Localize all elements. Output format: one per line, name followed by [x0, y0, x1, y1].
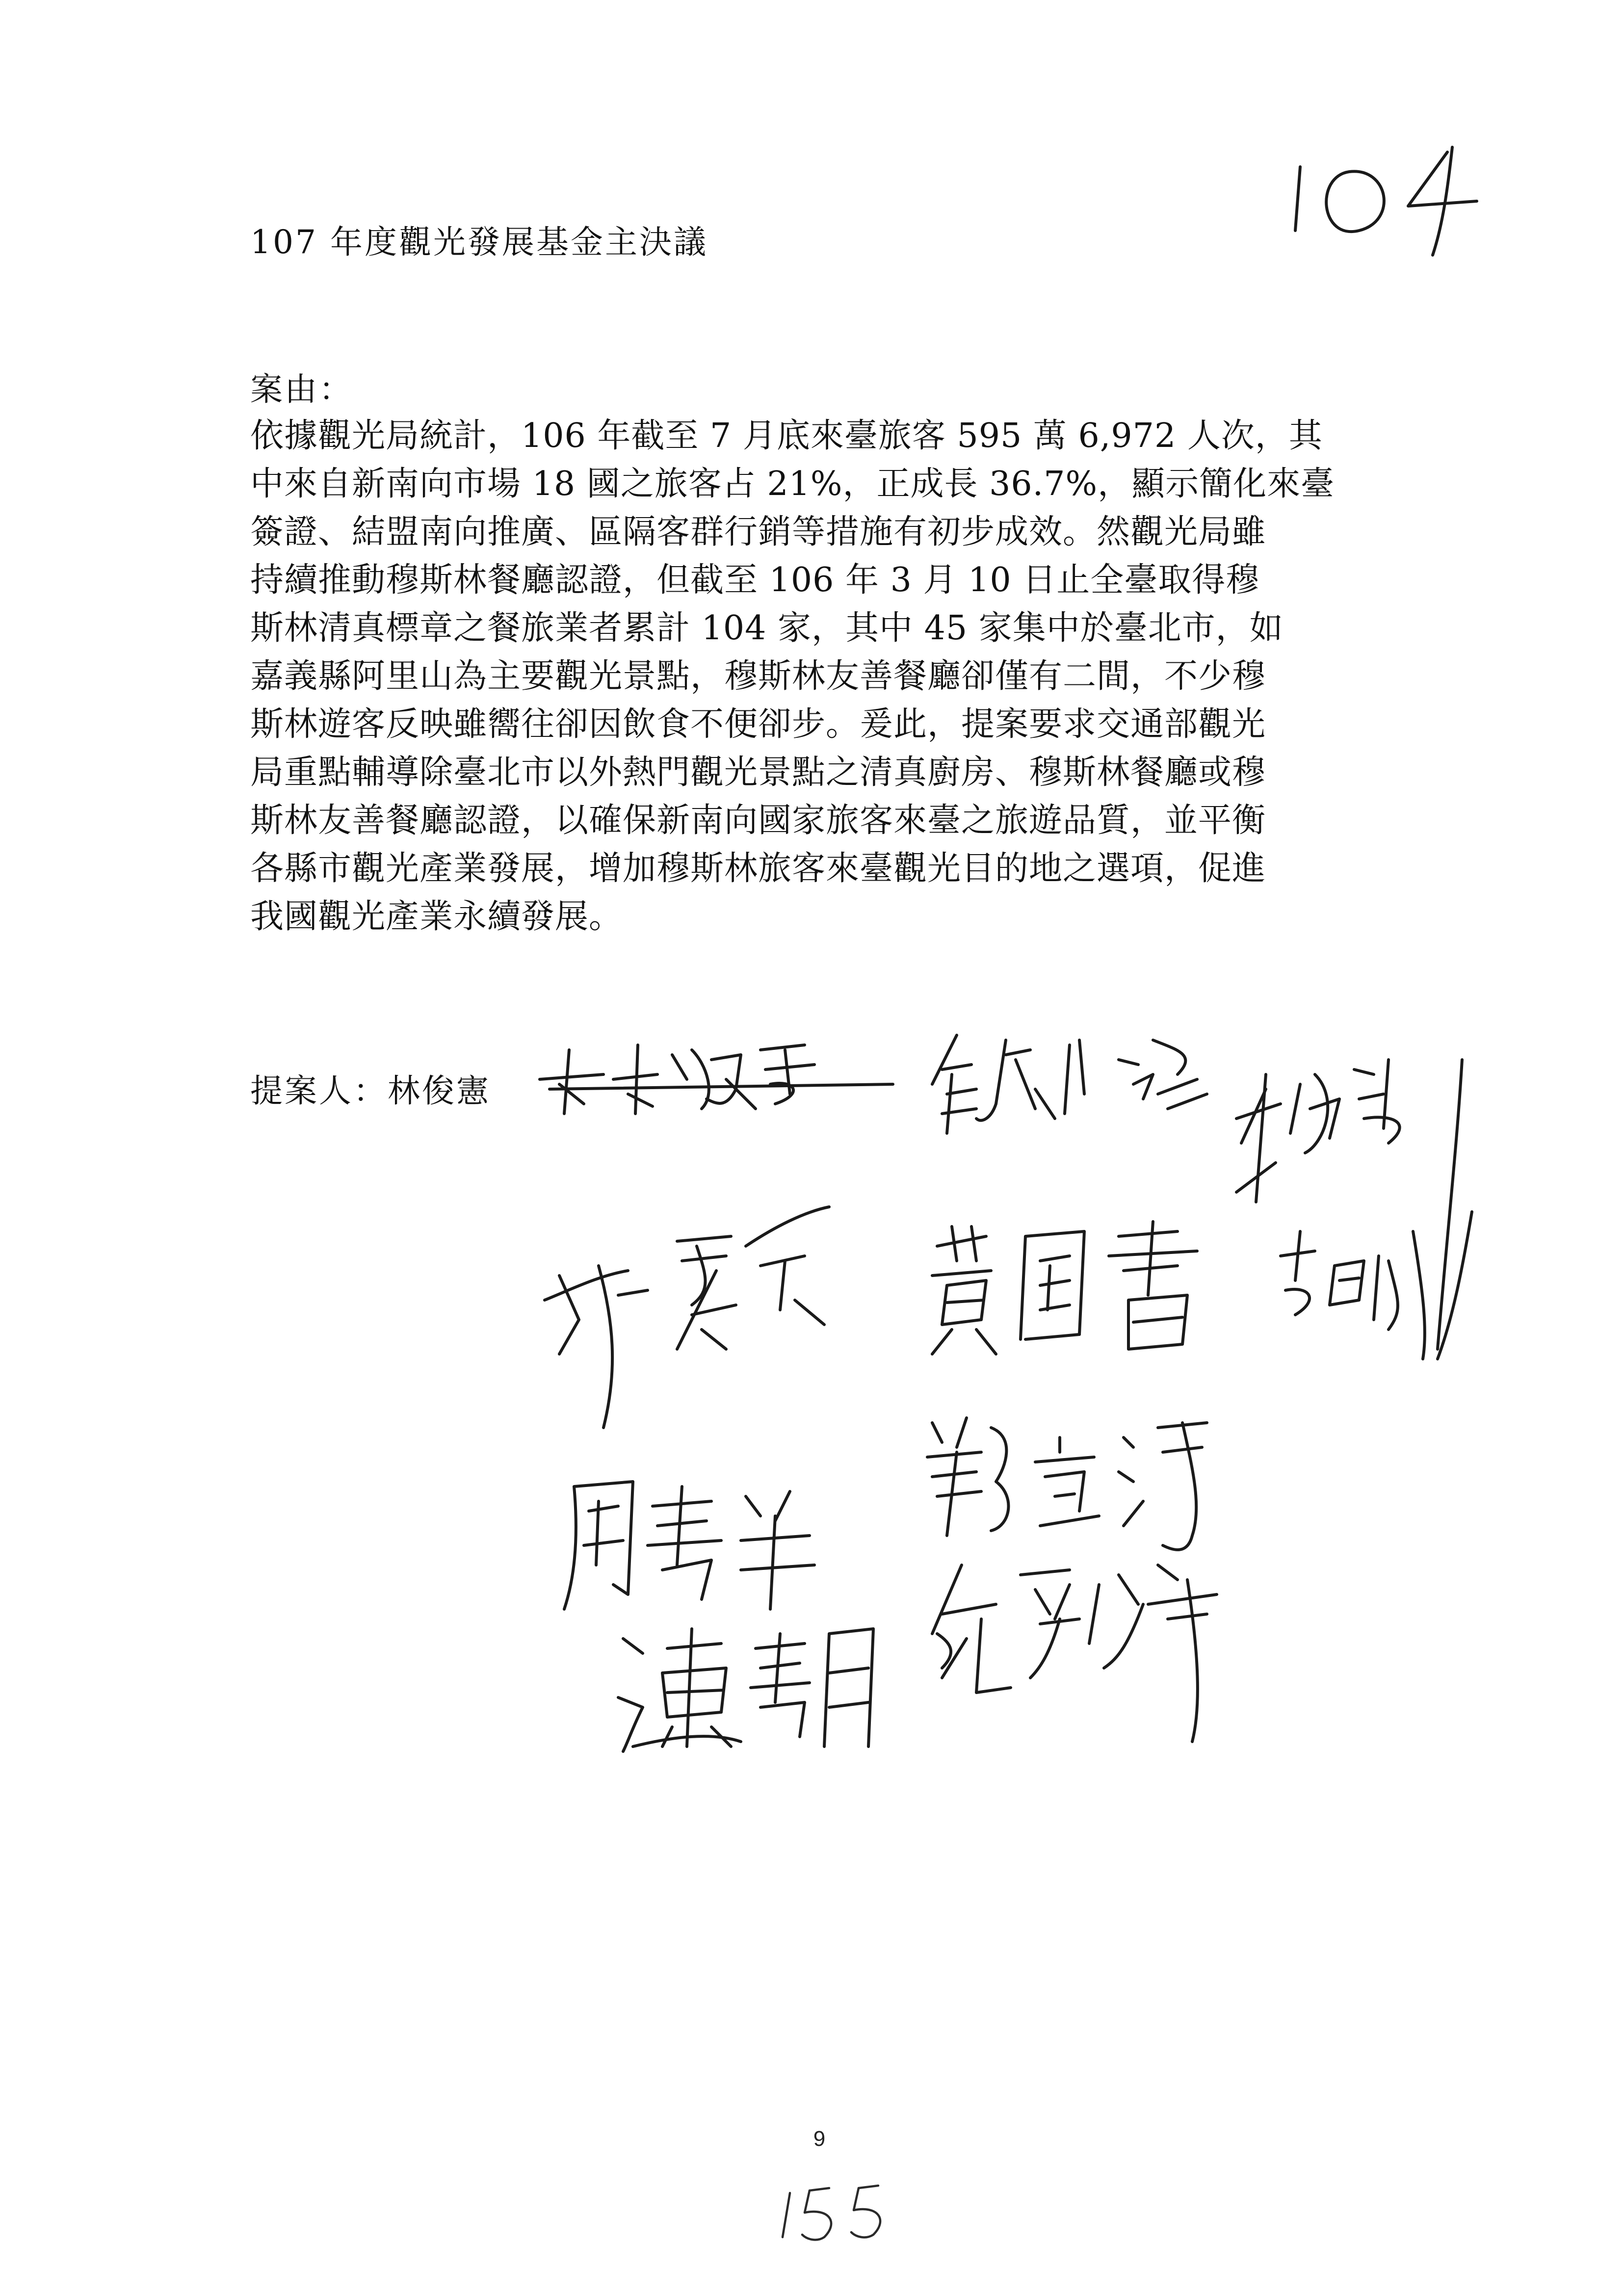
case-body-line: 我國觀光產業永續發展。 — [250, 897, 623, 936]
signature — [922, 1217, 1227, 1366]
signature — [530, 1192, 873, 1439]
case-body-line: 簽證、結盟南向推廣、區隔客群行銷等措施有初步成效。然觀光局雖 — [250, 513, 1266, 551]
signature-graphic — [922, 1020, 1217, 1138]
case-label: 案由： — [250, 370, 353, 408]
signature-graphic — [922, 1217, 1227, 1364]
case-body-line: 依據觀光局統計，106 年截至 7 月底來臺旅客 595 萬 6,972 人次，其 — [250, 417, 1323, 455]
handwritten-page-number — [775, 2178, 903, 2252]
signature — [613, 1619, 888, 1758]
document-title: 107 年度觀光發展基金主決議 — [250, 223, 708, 261]
case-body-line: 持續推動穆斯林餐廳認證，但截至 106 年 3 月 10 日止全臺取得穆 — [250, 561, 1260, 600]
case-body-line: 各縣市觀光產業發展，增加穆斯林旅客來臺觀光目的地之選項，促進 — [250, 849, 1266, 888]
signature-graphic — [1227, 1045, 1501, 1369]
signature — [922, 1545, 1227, 1753]
signature — [554, 1467, 829, 1616]
signature — [922, 1020, 1217, 1140]
signature-graphic — [530, 1020, 903, 1119]
case-body-line: 局重點輔導除臺北市以外熱門觀光景點之清真廚房、穆斯林餐廳或穆 — [250, 753, 1266, 792]
signature-graphic — [922, 1545, 1227, 1751]
signature-graphic — [554, 1467, 829, 1614]
proposer-label: 提案人：林俊憲 — [250, 1072, 491, 1110]
case-body-line: 斯林友善餐廳認證，以確保新南向國家旅客來臺之旅遊品質，並平衡 — [250, 801, 1266, 840]
case-body-line: 嘉義縣阿里山為主要觀光景點，穆斯林友善餐廳卻僅有二間，不少穆 — [250, 657, 1266, 696]
case-body-line: 斯林遊客反映雖嚮往卻因飲食不便卻步。爰此，提案要求交通部觀光 — [250, 705, 1266, 744]
signature-graphic — [530, 1192, 873, 1437]
case-body-line: 中來自新南向市場 18 國之旅客占 21%，正成長 36.7%，顯示簡化來臺 — [250, 465, 1335, 503]
case-body-line: 斯林清真標章之餐旅業者累計 104 家，其中 45 家集中於臺北市，如 — [250, 609, 1283, 648]
page-number: 9 — [813, 2127, 826, 2151]
signature-graphic — [613, 1619, 888, 1756]
handwritten-page-number-graphic — [775, 2178, 903, 2252]
signature — [1227, 1045, 1501, 1371]
signature — [530, 1020, 903, 1121]
